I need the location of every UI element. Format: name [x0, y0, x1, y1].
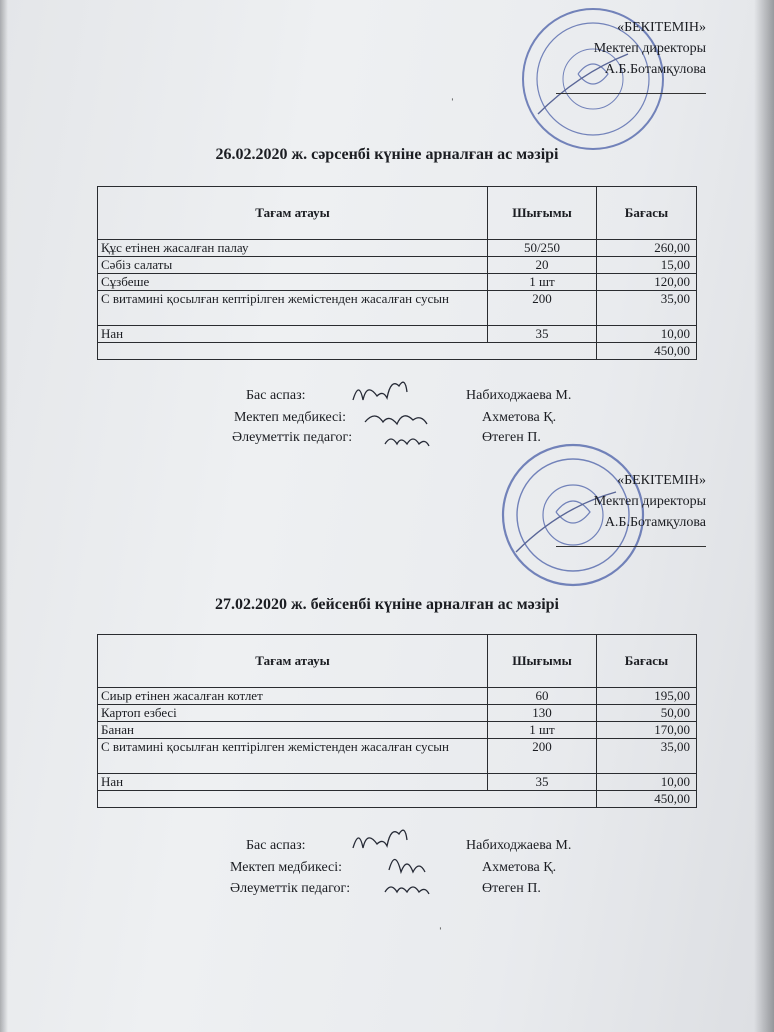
total-blank — [98, 791, 597, 808]
signature-name: Ахметова Қ. — [482, 410, 557, 425]
approval-heading: «БЕКІТЕМІН» — [617, 20, 706, 35]
table-row — [98, 705, 697, 722]
dish-qty: 35 — [488, 774, 597, 791]
dish-qty: 200 — [488, 291, 597, 326]
dish-qty: 130 — [488, 705, 597, 722]
dish-name: Сәбіз салаты — [98, 257, 488, 274]
dish-price: 260,00 — [597, 240, 697, 257]
approval-signature-line — [556, 546, 706, 547]
signature-name: Набиходжаева М. — [466, 838, 572, 853]
table-row — [98, 688, 697, 705]
dish-name: Банан — [98, 722, 488, 739]
table-row — [98, 739, 697, 774]
approval-name: А.Б.Ботамқулова — [604, 515, 706, 530]
dish-price: 15,00 — [597, 257, 697, 274]
column-header-price: Бағасы — [597, 635, 697, 688]
dish-qty: 35 — [488, 326, 597, 343]
dish-name: Картоп езбесі — [98, 705, 488, 722]
column-header-qty: Шығымы — [488, 187, 597, 240]
dish-price: 35,00 — [597, 739, 697, 774]
handwritten-signatures-1 — [345, 372, 465, 458]
signature-role: Әлеуметтік педагог: — [232, 430, 353, 445]
column-header-qty: Шығымы — [488, 635, 597, 688]
table-row — [98, 291, 697, 326]
signature-role: Әлеуметтік педагог: — [230, 881, 351, 896]
dish-name: Сұзбеше — [98, 274, 488, 291]
table-row — [98, 774, 697, 791]
dish-name: С витамині қосылған кептірілген жемістенден жасалған сусын — [98, 291, 488, 326]
dish-name: Нан — [98, 326, 488, 343]
handwritten-signatures-2 — [345, 818, 465, 904]
menu-title-2: 27.02.2020 ж. бейсенбі күніне арналған ас мәзірі — [214, 596, 559, 613]
signature-role: Мектеп медбикесі: — [230, 860, 343, 875]
table-row — [98, 274, 697, 291]
dish-price: 50,00 — [597, 705, 697, 722]
dish-qty: 20 — [488, 257, 597, 274]
signature-role: Мектеп медбикесі: — [234, 410, 347, 425]
dish-qty: 60 — [488, 688, 597, 705]
total-price: 450,00 — [597, 343, 697, 360]
dish-name: Нан — [98, 774, 488, 791]
column-header-price: Бағасы — [597, 187, 697, 240]
signature-role: Бас аспаз: — [246, 838, 306, 853]
dish-price: 35,00 — [597, 291, 697, 326]
total-price: 450,00 — [597, 791, 697, 808]
column-header-name: Тағам атауы — [98, 187, 488, 240]
menu-table-2 — [97, 634, 697, 808]
approval-name: А.Б.Ботамқулова — [604, 62, 706, 77]
dish-name: Сиыр етінен жасалған котлет — [98, 688, 488, 705]
approval-position: Мектеп директоры — [593, 494, 706, 509]
table-row — [98, 240, 697, 257]
table-row — [98, 326, 697, 343]
approval-block-2 — [594, 470, 706, 533]
dish-price: 10,00 — [597, 774, 697, 791]
dish-price: 195,00 — [597, 688, 697, 705]
column-header-name: Тағам атауы — [98, 635, 488, 688]
approval-position: Мектеп директоры — [593, 41, 706, 56]
approval-heading: «БЕКІТЕМІН» — [617, 473, 706, 488]
signature-name: Өтеген П. — [482, 430, 541, 445]
signature-name: Өтеген П. — [482, 881, 541, 896]
dish-name: Құс етінен жасалған палау — [98, 240, 488, 257]
signature-name: Ахметова Қ. — [482, 860, 557, 875]
approval-signature-line — [556, 93, 706, 94]
menu-title-1: 26.02.2020 ж. сәрсенбі күніне арналған ас мәзірі — [215, 146, 559, 163]
total-row — [98, 343, 697, 360]
dish-qty: 50/250 — [488, 240, 597, 257]
dish-qty: 200 — [488, 739, 597, 774]
dish-name: С витамині қосылған кептірілген жемістенден жасалған сусын — [98, 739, 488, 774]
menu-table-1 — [97, 186, 697, 360]
dish-qty: 1 шт — [488, 274, 597, 291]
dish-qty: 1 шт — [488, 722, 597, 739]
signature-name: Набиходжаева М. — [466, 388, 572, 403]
total-blank — [98, 343, 597, 360]
table-row — [98, 722, 697, 739]
dish-price: 120,00 — [597, 274, 697, 291]
dish-price: 10,00 — [597, 326, 697, 343]
signature-role: Бас аспаз: — [246, 388, 306, 403]
approval-block-1 — [594, 17, 706, 80]
dish-price: 170,00 — [597, 722, 697, 739]
total-row — [98, 791, 697, 808]
stray-mark: ˈ — [450, 97, 455, 112]
stray-mark: ˈ — [438, 926, 443, 941]
table-row — [98, 257, 697, 274]
